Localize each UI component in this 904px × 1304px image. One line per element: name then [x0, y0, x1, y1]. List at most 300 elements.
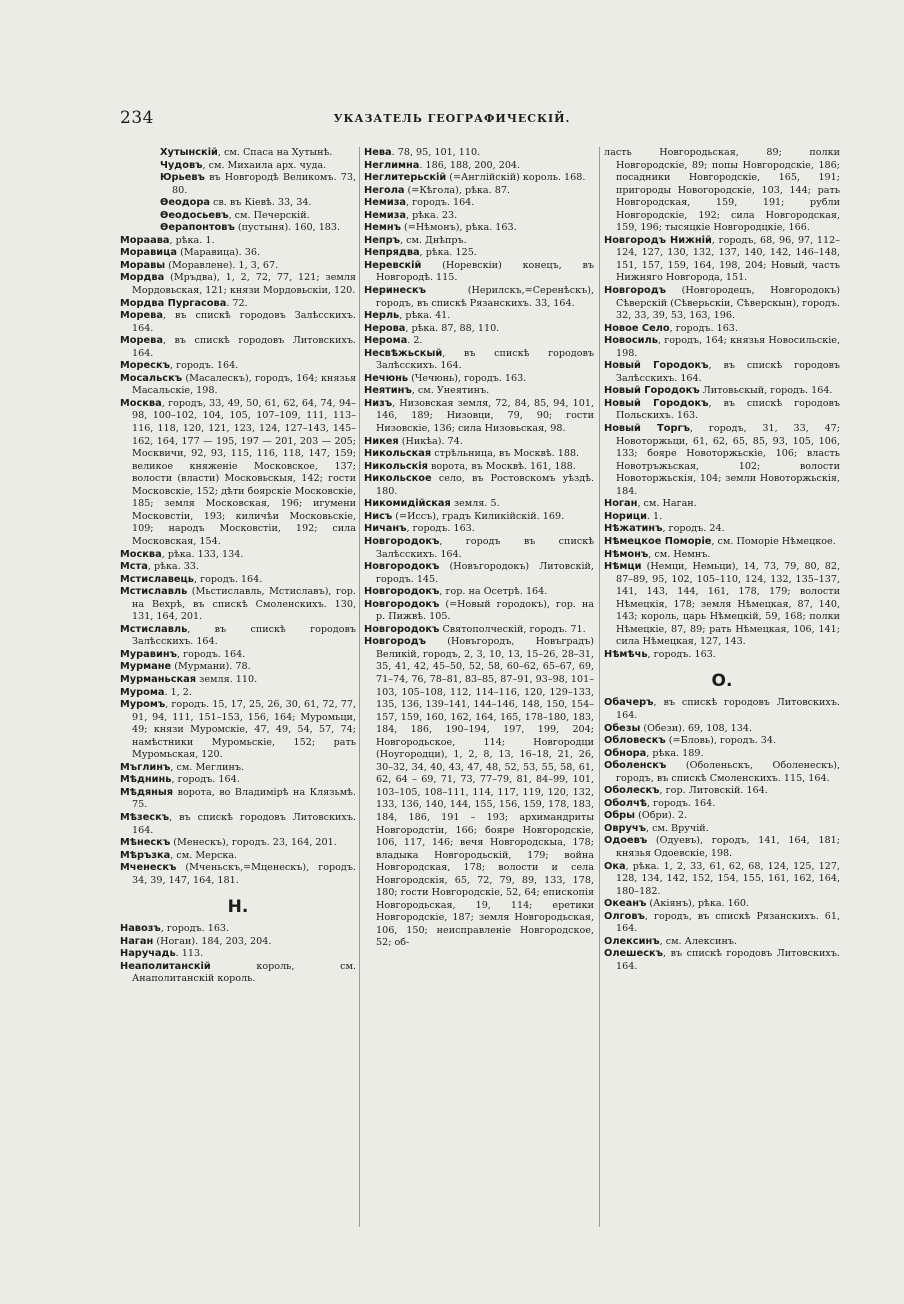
index-entry	[604, 898, 840, 911]
entry-references: , рѣка. 125.	[419, 247, 477, 259]
entry-references: , въ спискѣ городовъ Литовскихъ. 164.	[616, 697, 840, 721]
section-letter: Н.	[227, 897, 249, 918]
entry-headword: Новое Село	[604, 322, 670, 334]
index-entry	[604, 936, 840, 949]
entry-headword: Обловескъ	[604, 735, 666, 747]
index-entry	[120, 674, 356, 687]
entry-references: , городъ. 164.	[176, 648, 246, 660]
entry-references: , городъ въ спискѣ Залѣсскихъ. 164.	[376, 535, 594, 560]
index-entry	[120, 398, 356, 549]
entry-references: , рѣка. 33.	[147, 561, 199, 573]
entry-headword: Никомидійская	[364, 498, 451, 510]
index-entry	[364, 172, 594, 185]
entry-references: (Нерилскъ,=Серенѣскъ), городъ, въ спискѣ Рязанскихъ. 33, 164.	[376, 285, 594, 309]
entry-references: , см. Меглинъ.	[170, 761, 245, 773]
entry-headword: Новгородокъ	[364, 623, 440, 635]
entry-references: , рѣка. 41.	[399, 310, 451, 322]
index-entry	[364, 197, 594, 210]
entry-headword: Мурмане	[120, 661, 172, 673]
entry-headword: Мстиславль	[120, 623, 188, 635]
index-entry	[604, 523, 840, 536]
index-entry	[364, 561, 594, 586]
entry-headword: Немиза	[364, 209, 407, 221]
entry-references: , рѣка. 133, 134.	[161, 548, 244, 560]
index-entry	[364, 436, 594, 449]
index-entry	[364, 373, 594, 386]
entry-headword: Нерль	[364, 310, 400, 322]
entry-references: , см. Днѣпръ.	[400, 234, 467, 246]
index-entry	[364, 160, 594, 173]
index-entry	[364, 448, 594, 461]
entry-headword: Никея	[364, 435, 399, 447]
entry-headword: Олешескъ	[604, 948, 664, 960]
entry-references: , гор. Литовскій. 164.	[659, 785, 768, 797]
entry-headword: Наган	[120, 935, 154, 947]
entry-references: , городъ. 164.	[171, 774, 240, 786]
entry-references: (Мурмани). 78.	[171, 661, 251, 673]
entry-references: , Низовская земля, 72, 84, 85, 94, 101, 146, 189; Низовци, 79, 90; гости Низовскіе, 136; сила Низовьская, 98.	[376, 397, 594, 435]
index-entry	[120, 687, 356, 700]
entry-headword: Мораава	[120, 234, 170, 246]
index-entry	[364, 511, 594, 524]
entry-headword: Неятинъ	[364, 385, 412, 397]
entry-references: (Обези). 69, 108, 134.	[640, 722, 753, 734]
entry-references: , городъ. 164.	[169, 360, 239, 372]
entry-references: (=Новый городокъ), гор. на р. Пижвѣ. 105.	[376, 598, 594, 623]
entry-references: . 113.	[175, 948, 204, 960]
entry-headword: Оболчѣ	[604, 797, 648, 809]
entry-references: , рѣка. 87, 88, 110.	[405, 322, 500, 334]
index-entry	[120, 774, 356, 787]
entry-references: , городъ. 163.	[669, 322, 738, 334]
index-entry	[364, 461, 594, 474]
index-entry	[604, 760, 840, 785]
entry-references: , рѣка. 1.	[169, 234, 215, 246]
column-divider	[359, 147, 360, 1227]
entry-references: (Новгородецъ, Новгородокъ) Сѣверскій (Сѣверьскіи, Сѣверскын), городъ. 32, 33, 39, 53, 163, 196.	[616, 285, 840, 322]
entry-headword: Нѣмци	[604, 561, 642, 573]
index-entry	[604, 948, 840, 973]
entry-references: , см. Унеятинъ.	[411, 385, 490, 397]
entry-headword: Нева	[364, 147, 392, 158]
entry-references: ворота, въ Москвѣ. 161, 188.	[427, 460, 576, 472]
index-entry	[120, 850, 356, 863]
entry-headword: Океанъ	[604, 898, 647, 910]
entry-references: (Ногаи). 184, 203, 204.	[153, 935, 272, 947]
index-column-3	[604, 147, 840, 973]
entry-headword: Никольскія	[364, 460, 428, 472]
index-entry	[120, 762, 356, 775]
entry-headword: Несвѣжьскый	[364, 347, 443, 359]
entry-headword: Хутынскій	[160, 147, 218, 158]
index-entry	[604, 385, 840, 398]
entry-references: , городъ. 164.	[194, 573, 263, 585]
entry-headword: Мченескъ	[120, 862, 177, 874]
index-entry	[120, 197, 356, 210]
entry-headword: Оболенскъ	[604, 760, 667, 772]
index-entry	[120, 948, 356, 961]
entry-references: (Масалескъ), городъ, 164; князья Масальскіе, 198.	[132, 372, 356, 397]
entry-references: . 186, 188, 200, 204.	[419, 159, 521, 171]
entry-references: (Одуевъ), городъ, 141, 164, 181; князья Одоевскіе, 198.	[616, 835, 840, 859]
entry-references: , см. Спаса на Хутынѣ.	[217, 147, 333, 158]
index-entry	[120, 561, 356, 574]
entry-references: ласть Новгородьская, 89; полки Новгородскіе, 89; попы Новгородскіе, 186; посадники Новгородскіе, 165, 191; пригороды Новогородскіе, 103, 144; рать Новгородская, 159, 191; рубли Новгородскіе, 192; сила Новгородская, 159, 196; тысяцкіе Новгородцкіе, 166.	[604, 147, 840, 234]
entry-references: , въ спискѣ городовъ Залѣсскихъ. 164.	[132, 310, 356, 334]
index-entry	[120, 335, 356, 360]
entry-references: , городъ. 15, 17, 25, 26, 30, 61, 72, 77, 91, 94, 111, 151–153, 156, 164; Муромьци, 49; князи Муромскіе, 47, 49, 54, 57, 74; намѣстники Муромьскіе, 152; рать Муромьская, 120.	[132, 699, 356, 761]
entry-references: въ Новгородѣ Великомъ. 73, 80.	[172, 172, 356, 196]
index-entry	[604, 810, 840, 823]
entry-references: (=Кѣгола), рѣка. 87.	[404, 184, 510, 196]
entry-references: , въ спискѣ городовъ Литовскихъ. 164.	[132, 335, 356, 359]
entry-headword: Никольская	[364, 448, 432, 460]
entry-headword: Новгородокъ	[364, 561, 440, 573]
entry-references: , см. Михаила арх. чуда.	[202, 159, 327, 171]
entry-headword: Мосальскъ	[120, 372, 183, 384]
entry-headword: Мъглинъ	[120, 761, 171, 773]
index-entry	[604, 697, 840, 722]
entry-headword: Москва	[120, 397, 162, 409]
entry-references: (Мченьскъ,=Мценескъ), городъ. 34, 39, 147, 164, 181.	[132, 862, 356, 886]
index-entry	[364, 636, 594, 950]
index-entry	[120, 649, 356, 662]
running-title: УКАЗАТЕЛЬ ГЕОГРАФИЧЕСКІЙ.	[333, 112, 571, 125]
entry-references: , рѣка. 1, 2, 33, 61, 62, 68, 124, 125, 127, 128, 134, 142, 152, 154, 155, 161, 162, 164, 180–182.	[616, 860, 840, 897]
entry-references: король, см. Анаполитанскій король.	[132, 960, 356, 985]
entry-headword: Новый Городокъ	[604, 397, 709, 409]
entry-headword: Навозъ	[120, 923, 161, 935]
entry-headword: Мѣднинь	[120, 774, 172, 786]
entry-headword: Морескъ	[120, 360, 170, 372]
entry-references: , см. Вручій.	[646, 822, 709, 834]
entry-references: (Норевскіи) конецъ, въ Новгородѣ. 115.	[376, 259, 594, 284]
entry-references: Литовьскый, городъ. 164.	[699, 385, 833, 397]
entry-headword: Муромъ	[120, 699, 166, 711]
entry-references: , см. Немнъ.	[648, 548, 711, 560]
entry-headword: Чудовъ	[160, 159, 203, 171]
entry-references: , въ спискѣ городовъ Литовскихъ. 164.	[132, 811, 356, 836]
section-letter: О.	[711, 671, 733, 692]
entry-headword: Неглимна	[364, 159, 420, 171]
entry-references: , см. Печерскій.	[228, 209, 310, 221]
entry-headword: Неревскій	[364, 259, 422, 271]
entry-headword: Неаполитанскій	[120, 960, 211, 972]
index-entry	[120, 812, 356, 837]
index-entry	[364, 285, 594, 310]
entry-headword: Обры	[604, 810, 636, 822]
entry-references: ворота, во Владимірѣ на Клязьмѣ. 75.	[132, 786, 356, 811]
index-entry	[120, 272, 356, 297]
index-entry	[120, 549, 356, 562]
entry-references: (=Иссъ), градъ Киликійскій. 169.	[392, 510, 565, 522]
index-entry	[604, 536, 840, 549]
entry-headword: Морева	[120, 310, 163, 322]
entry-references: , см. Поморіе Нѣмецкое.	[711, 535, 836, 547]
entry-headword: Неглитерьскій	[364, 172, 447, 184]
index-entry	[120, 360, 356, 373]
entry-references: , городъ, въ спискѣ Рязанскихъ. 61, 164.	[616, 910, 840, 935]
entry-headword: Нерома	[364, 335, 408, 347]
page-number: 234	[120, 108, 154, 128]
entry-references: , городъ, 68, 96, 97, 112–124, 127, 130, 132, 137, 140, 142, 146–148, 151, 157, 159, 164, 198, 204; Новый, часть Нижняго Новгорода, 151.	[616, 234, 840, 284]
index-entry	[120, 699, 356, 762]
entry-references: Святополческій, городъ. 71.	[439, 623, 586, 635]
index-entry	[364, 498, 594, 511]
index-entry	[604, 735, 840, 748]
index-column-2	[364, 147, 594, 950]
entry-headword: Мѣръзка	[120, 849, 171, 861]
entry-headword: Обнора	[604, 747, 647, 759]
entry-headword: Низъ	[364, 397, 393, 409]
index-entry	[604, 798, 840, 811]
entry-headword: Юрьевъ	[160, 172, 205, 184]
entry-headword: Мстиславець	[120, 573, 194, 585]
index-entry	[604, 561, 840, 649]
entry-references: (Немци, Немьци), 14, 73, 79, 80, 82, 87–89, 95, 102, 105–110, 124, 132, 135–137, 141, 143, 144, 161, 178, 179; волости Нѣмецкія, 178; земля Нѣмецкая, 87, 140, 143; король, царь Нѣмецкій, 59, 168; полки Нѣмецкіе, 87, 89; рать Нѣмецкая, 106, 141; сила Нѣмецкая, 127, 143.	[616, 561, 840, 648]
index-entry	[120, 936, 356, 949]
index-entry	[120, 247, 356, 260]
index-entry	[364, 599, 594, 624]
entry-references: (Мръдва), 1, 2, 72, 77, 121; земля Мордовьская, 121; князи Мордовьскіи, 120.	[132, 272, 356, 297]
entry-headword: Обачеръ	[604, 697, 654, 709]
index-entry	[120, 260, 356, 273]
entry-references: . 72.	[226, 297, 248, 309]
entry-headword: Оболескъ	[604, 785, 660, 797]
entry-references: стрѣльница, въ Москвѣ. 188.	[431, 448, 580, 460]
entry-headword: Ока	[604, 860, 626, 872]
index-entry-continuation	[604, 147, 840, 235]
entry-headword: Мордва	[120, 272, 165, 284]
entry-references: св. въ Кіевѣ. 33, 34.	[209, 197, 312, 209]
entry-headword: Нѣмѣчь	[604, 648, 648, 660]
index-entry	[120, 961, 356, 986]
entry-references: , рѣка. 23.	[406, 209, 458, 221]
entry-headword: Мѣзескъ	[120, 811, 170, 823]
index-entry	[120, 210, 356, 223]
entry-references: (Моравлене). 1, 3, 67.	[165, 259, 279, 271]
index-entry	[120, 147, 356, 160]
index-entry	[604, 511, 840, 524]
entry-headword: Негола	[364, 184, 405, 196]
index-entry	[364, 247, 594, 260]
index-entry	[604, 235, 840, 285]
entry-references: (Новъгородъ, Новъградъ) Великій, городъ, 2, 3, 10, 13, 15–26, 28–31, 35, 41, 42, 45–50, 52, 58, 60–62, 65–67, 69, 71–74, 76, 78–81, 83–85, 87–91, 93–98, 101–103, 105–108, 112, 114–116, 120, 129–133, 135, 136, 139–141, 144–146, 148, 150, 154–157, 159, 160, 162, 164, 165, 178–180, 183, 184, 186, 190–194, 197, 199, 204; Новгородьское, 114; Новгородци (Ноугородци), 1, 2, 8, 13, 16–18, 21, 26, 30–32, 34, 40, 43, 47, 48, 52, 53, 55, 58, 61, 62, 64 – 69, 71, 73, 77–79, 81, 84–99, 101, 103–105, 108–111, 114, 117, 119, 120, 132, 133, 136, 140, 144, 155, 156, 159, 178, 183, 184, 186, 191 – 193; архимандриты Новгородстіи, 166; бояре Новгородскіе, 106, 117, 146; вечя Новгородскыа, 178; владыка Новгородьскій, 179; война Новгородская, 178; волости и села Новгородскія, 65, 72, 79, 89, 133, 178, 180; гости Новгородскіе, 52, 64; епископія Новгородьская, 19, 114; еретики Новгородскіе, 187; земля Новгородьская, 106, 150; неисправленіе Новгородское, 52; об-	[376, 636, 594, 949]
index-entry	[120, 661, 356, 674]
entry-headword: Новый Торгъ	[604, 423, 690, 435]
index-entry	[604, 498, 840, 511]
entry-headword: Моравы	[120, 259, 166, 271]
entry-headword: Непръ	[364, 234, 400, 246]
entry-references: (Акіянъ), рѣка. 160.	[646, 898, 749, 910]
entry-headword: Моравица	[120, 247, 178, 259]
index-entry	[120, 235, 356, 248]
entry-references: (=Бловь), городъ. 34.	[665, 735, 777, 747]
entry-headword: Москва	[120, 548, 162, 560]
entry-headword: Норици	[604, 510, 647, 522]
entry-headword: Новгородокъ	[364, 586, 440, 598]
entry-headword: Мордва Пургасова	[120, 297, 227, 309]
entry-references: (Никѣа). 74.	[398, 435, 463, 447]
entry-headword: Муравинъ	[120, 648, 177, 660]
index-entry	[364, 348, 594, 373]
entry-references: , см. Наган.	[637, 498, 697, 510]
entry-headword: Нерова	[364, 322, 406, 334]
index-entry	[604, 911, 840, 936]
entry-references: (Новъгородокъ) Литовскій, городъ. 145.	[376, 561, 594, 585]
index-entry	[120, 574, 356, 587]
entry-headword: Мстиславль	[120, 586, 188, 598]
index-entry	[364, 398, 594, 436]
index-entry	[364, 260, 594, 285]
entry-headword: Новгородокъ	[364, 598, 440, 610]
index-entry	[604, 723, 840, 736]
entry-references: , въ спискѣ городовъ Залѣсскихъ. 164.	[132, 623, 356, 648]
index-entry	[120, 862, 356, 887]
index-entry	[364, 586, 594, 599]
index-entry	[364, 235, 594, 248]
entry-references: , городъ. 163.	[406, 523, 475, 535]
index-column-1	[120, 147, 356, 986]
index-entry	[120, 160, 356, 173]
index-entry	[120, 923, 356, 936]
index-entry	[604, 335, 840, 360]
index-entry	[120, 624, 356, 649]
entry-headword: Ѳеодосьевъ	[160, 209, 229, 221]
entry-references: . 2.	[407, 335, 423, 347]
index-entry	[604, 785, 840, 798]
entry-headword: Олговъ	[604, 910, 645, 922]
entry-references: (Менескъ), городъ. 23, 164, 201.	[170, 837, 337, 849]
entry-headword: Олексинъ	[604, 935, 660, 947]
entry-references: , въ спискѣ городовъ Литовскихъ. 164.	[616, 948, 840, 972]
entry-references: , рѣка. 189.	[646, 747, 704, 759]
entry-references: , городъ, 33, 49, 50, 61, 62, 64, 74, 94–98, 100–102, 104, 105, 107–109, 111, 113–116, 118, 120, 121, 123, 124, 127–143, 145–162, 164, 177 — 195, 197 — 201, 203 — 205; Москвичи, 92, 93, 115, 116, 118, 147, 159; великое княженіе Московское, 137; волости (власти) Московьскыя, 142; гости Московскіе, 152; дѣти боярскіе Московскіе, 185; земля Московская, 196; игумени Московстіи, 193; киличѣи Московьскіе, 109; народъ Московстіи, 192; сила Московская, 154.	[132, 397, 356, 547]
index-entry	[604, 360, 840, 385]
entry-references: (Обри). 2.	[635, 810, 688, 822]
entry-headword: Немиза	[364, 197, 407, 209]
entry-headword: Нѣмонъ	[604, 548, 649, 560]
index-entry	[364, 523, 594, 536]
index-entry	[604, 748, 840, 761]
index-entry	[364, 222, 594, 235]
entry-headword: Новгородъ	[604, 285, 666, 297]
entry-references: . 78, 95, 101, 110.	[391, 147, 481, 158]
index-entry	[364, 210, 594, 223]
index-entry	[604, 823, 840, 836]
index-entry	[364, 473, 594, 498]
index-entry	[604, 423, 840, 498]
index-entry	[364, 624, 594, 637]
entry-references: земля. 110.	[196, 673, 258, 685]
entry-headword: Морева	[120, 335, 163, 347]
index-entry	[120, 586, 356, 624]
index-entry	[120, 310, 356, 335]
entry-headword: Мурманьская	[120, 673, 197, 685]
entry-references: , см. Алексинъ.	[659, 935, 737, 947]
entry-references: , городъ. 164.	[647, 797, 716, 809]
entry-references: , см. Мерска.	[170, 849, 238, 861]
entry-references: , городъ. 24.	[662, 523, 725, 535]
index-entry	[604, 285, 840, 323]
index-entry	[604, 835, 840, 860]
entry-headword: Мурома	[120, 686, 165, 698]
index-entry	[120, 837, 356, 850]
entry-headword: Одоевъ	[604, 835, 648, 847]
entry-references: , въ спискѣ городовъ Залѣсскихъ. 164.	[376, 347, 594, 372]
entry-references: (Мьстиславль, Мстиславъ), гор. на Вехрѣ, въ спискѣ Смоленскихъ. 130, 131, 164, 201.	[132, 586, 356, 623]
column-divider	[599, 147, 600, 1227]
entry-headword: Нѣмецкое Поморіе	[604, 535, 712, 547]
index-entry	[364, 185, 594, 198]
entry-headword: Ѳерапонтовъ	[160, 222, 235, 234]
index-entry	[120, 373, 356, 398]
entry-headword: Наручадь	[120, 948, 176, 960]
index-entry	[364, 536, 594, 561]
index-entry	[604, 649, 840, 662]
index-entry	[364, 335, 594, 348]
index-entry	[604, 549, 840, 562]
index-entry	[120, 222, 356, 235]
entry-headword: Ничанъ	[364, 523, 407, 535]
entry-references: , въ спискѣ городовъ Польскихъ. 163.	[616, 397, 840, 422]
entry-references: , городъ, 164; князья Новосильскіе, 198.	[616, 335, 840, 359]
entry-references: (=Нѣмонъ), рѣка. 163.	[400, 222, 517, 234]
entry-headword: Мста	[120, 561, 148, 573]
entry-references: . 1.	[646, 510, 663, 522]
entry-references: земля. 5.	[450, 498, 500, 510]
index-entry	[364, 323, 594, 336]
index-entry	[120, 172, 356, 197]
entry-headword: Мѣнескъ	[120, 837, 171, 849]
index-entry	[604, 398, 840, 423]
entry-headword: Новосиль	[604, 335, 658, 347]
entry-headword: Ноган	[604, 498, 638, 510]
index-entry	[604, 861, 840, 899]
entry-references: село, въ Ростовскомъ уѣздѣ. 180.	[376, 473, 594, 497]
entry-references: , городъ, 31, 33, 47; Новоторжьци, 61, 62, 65, 85, 93, 105, 106, 133; бояре Новоторжьскіе, 106; власть Новотръжьская, 102; волости Новоторжьскія, 104; земли Новоторжьскія, 184.	[616, 423, 841, 497]
index-entry	[120, 787, 356, 812]
index-entry	[364, 385, 594, 398]
entry-references: , городъ. 164.	[406, 197, 475, 209]
entry-headword: Новый Городокъ	[604, 385, 700, 397]
entry-headword: Новгородокъ	[364, 535, 440, 547]
entry-headword: Ѳеодора	[160, 197, 210, 209]
entry-headword: Новый Городокъ	[604, 360, 709, 372]
entry-headword: Нѣжатинъ	[604, 523, 663, 535]
entry-references: , городъ. 163.	[160, 923, 230, 935]
entry-headword: Неринескъ	[364, 285, 426, 297]
entry-headword: Немнъ	[364, 222, 401, 234]
entry-references: (Чечюнь), городъ. 163.	[408, 372, 527, 384]
entry-headword: Нисъ	[364, 510, 393, 522]
index-entry	[364, 310, 594, 323]
entry-headword: Мѣдяныя	[120, 786, 174, 798]
entry-headword: Непрядва	[364, 247, 420, 259]
entry-headword: Никольское	[364, 473, 432, 485]
index-entry	[604, 323, 840, 336]
index-entry	[120, 298, 356, 311]
page-header	[0, 108, 904, 132]
entry-references: , гор. на Осетрѣ. 164.	[439, 586, 548, 598]
entry-headword: Овручъ	[604, 822, 647, 834]
index-entry	[364, 147, 594, 160]
entry-headword: Новгородъ	[364, 636, 426, 648]
entry-headword: Нечюнь	[364, 372, 409, 384]
entry-references: , городъ. 163.	[647, 648, 716, 660]
entry-headword: Новгородъ Нижній	[604, 234, 712, 246]
entry-headword: Обезы	[604, 722, 641, 734]
